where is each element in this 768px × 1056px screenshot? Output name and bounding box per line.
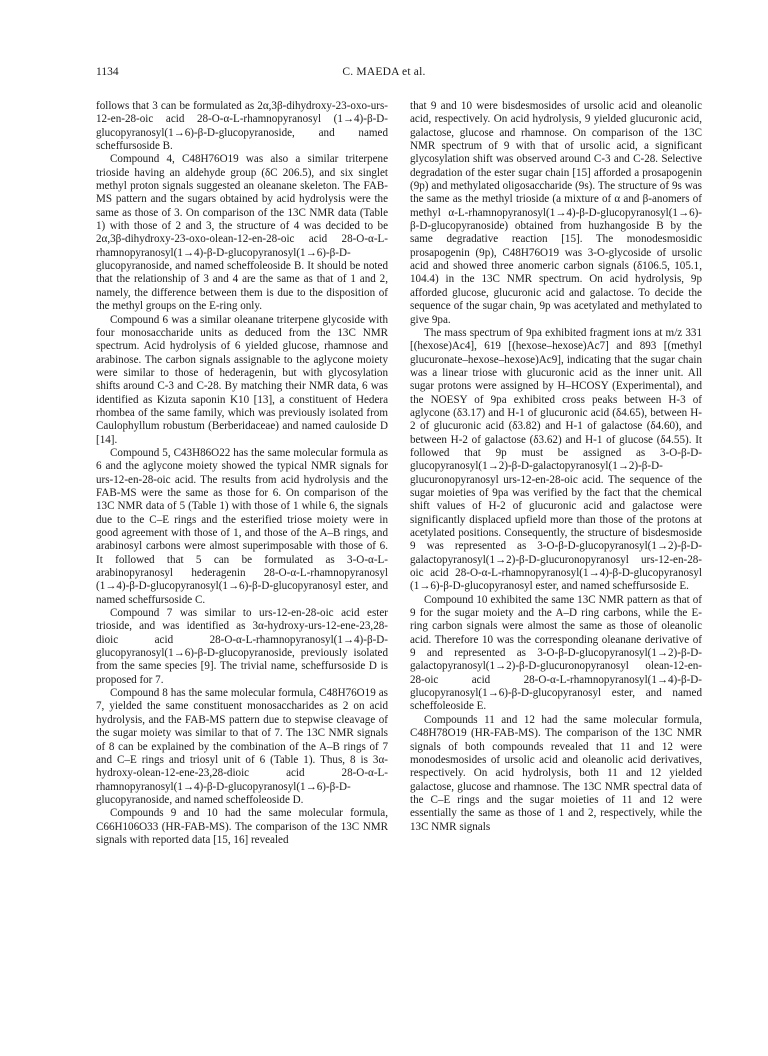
right-column [410,100,702,834]
paragraph: The mass spectrum of 9pa exhibited fragment ions at m/z 331 [(hexose)Ac4], 619 [(hexose–hexose)Ac7] and 893 [(methyl glucuronate–hexose–hexose)Ac9], indicating that the sugar chain was a linear triose with glucuronic acid as the inner unit. All sugar protons were assigned by H–HCOSY (Experimental), and the NOESY of 9pa exhibited cross peaks between H-3 of aglycone (δ3.17) and H-1 of glucuronic acid (δ4.65), between H-2 of glucuronic acid (δ3.82) and H-1 of galactose (δ4.60), and between H-2 of galactose (δ3.62) and H-1 of glucose (δ4.55). It followed that 9p must be assigned as 3-O-β-D-glucopyranosyl(1→2)-β-D-galactopyranosyl(1→2)-β-D-glucuronopyranosyl urs-12-en-28-oic acid. The sequence of the sugar moieties of 9pa was verified by the fact that the chemical shift values of H-2 of glucuronic acid and galactose were significantly displaced upfield more than those of the protons at acetylated positions. Consequently, the structure of bisdesmoside 9 was represented as 3-O-β-D-glucopyranosyl(1→2)-β-D-galactopyranosyl(1→2)-β-D-glucuronopyranosyl urs-12-en-28-oic acid 28-O-α-L-rhamnopyranosyl(1→4)-β-D-glucopyranosyl (1→6)-β-D-glucopyranosyl ester, and named scheffursoside E. [410,326,702,593]
left-column [96,100,388,847]
running-head: C. MAEDA et al. [342,66,426,78]
paragraph: Compound 6 was a similar oleanane triterpene glycoside with four monosaccharide units as deduced from the 13C NMR spectrum. Acid hydrolysis of 6 yielded glucose, rhamnose and arabinose. The carbon signals assignable to the aglycone moiety were similar to those of hederagenin, but with glycosylation shifts around C-3 and C-28. By matching their NMR data, 6 was identified as Kizuta saponin K10 [13], a constituent of Hedera rhombea of the same family, which was previously isolated from Caulophyllum robustum (Berberidaceae) and named cauloside D [14]. [96,313,388,446]
paragraph: Compound 8 has the same molecular formula, C48H76O19 as 7, yielded the same constituent monosaccharides as 2 on acid hydrolysis, and the FAB-MS pattern due to stepwise cleavage of the sugar moiety was similar to that of 7. The 13C NMR signals of 8 can be explained by the combination of the A–B rings of 7 and C–E rings and triosyl unit of 6 (Table 1). Thus, 8 is 3α-hydroxy-olean-12-ene-23,28-dioic acid 28-O-α-L-rhamnopyranosyl(1→4)-β-D-glucopyranosyl(1→6)-β-D-glucopyranoside, and named scheffoleoside D. [96,687,388,806]
paragraph: follows that 3 can be formulated as 2α,3β-dihydroxy-23-oxo-urs-12-en-28-oic acid 28-O-α-L-rhamnopyranosyl (1→4)-β-D-glucopyranosyl(1→6)-β-D-glucopyranoside, and named scheffursoside B. [96,100,388,153]
paragraph: Compounds 9 and 10 had the same molecular formula, C66H106O33 (HR-FAB-MS). The comparison of the 13C NMR signals with reported data [15, 16] revealed [96,807,388,846]
paragraph: that 9 and 10 were bisdesmosides of ursolic acid and oleanolic acid, respectively. On acid hydrolysis, 9 yielded glucuronic acid, galactose, glucose and rhamnose. On comparison of the 13C NMR spectrum of 9 with that of ursolic acid, a significant glycosylation shift was observed around C-3 and C-28. Selective degradation of the ester sugar chain [15] afforded a prosapogenin (9p) and methylated oligosaccharide (9s). The structure of 9s was the same as the methyl trioside (a mixture of α and β-anomers of methyl α-L-rhamnopyranosyl(1→4)-β-D-glucopyranosyl(1→6)-β-D-glucopyranoside) obtained from huzhangoside B by the same degradative reaction [15]. The monodesmosidic prosapogenin (9p), C48H76O19 was 3-O-glycoside of ursolic acid and showed three anomeric carbon signals (δ106.5, 105.1, 104.4) in the 13C NMR spectrum. On acid hydrolysis, 9p afforded glucose, glucuronic acid and galactose. To decide the sequence of the sugar chain, 9p was acetylated and methylated to give 9pa. [410,100,702,326]
paragraph: Compound 4, C48H76O19 was also a similar triterpene trioside having an aldehyde group (δC 206.5), and six singlet methyl proton signals suggested an oleanane skeleton. The FAB-MS pattern and the sugars obtained by acid hydrolysis were the same as those of 3. On comparison of the 13C NMR data (Table 1) with those of 2 and 3, the structure of 4 was decided to be 2α,3β-dihydroxy-23-oxo-olean-12-en-28-oic acid 28-O-α-L-rhamnopyranosyl(1→4)-β-D-glucopyranosyl(1→6)-β-D-glucopyranoside, and named scheffoleoside B. It should be noted that the relationship of 3 and 4 are the same as that of 1 and 2, namely, the difference between them is due to the disposition of the methyl groups on the E-ring only. [96,153,388,313]
paragraph: Compound 5, C43H86O22 has the same molecular formula as 6 and the aglycone moiety showed the typical NMR signals for urs-12-en-28-oic acid. The results from acid hydrolysis and the FAB-MS were the same as those for 6. On comparison of the 13C NMR data of 5 (Table 1) with those of 1 while 6, the signals due to the C–E rings and the esterified triose moiety were in good agreement with those of 1, and those of the A–B rings, and arabinosyl carbons were almost superimposable with those of 6. It followed that 5 can be formulated as 3-O-α-L-arabinopyranosyl hederagenin 28-O-α-L-rhamnopyranosyl (1→4)-β-D-glucopyranosyl(1→6)-β-D-glucopyranosyl ester, and named scheffursoside C. [96,446,388,606]
paragraph: Compounds 11 and 12 had the same molecular formula, C48H78O19 (HR-FAB-MS). The comparison of the 13C NMR signals of both compounds revealed that 11 and 12 were monodesmosides of ursolic acid and oleanolic acid derivatives, respectively. On acid hydrolysis, both 11 and 12 yielded galactose, glucose and rhamnose. The 13C NMR spectral data of the C–E rings and the sugar moieties of 11 and 12 were essentially the same as those of 1 and 2, respectively, while the 13C NMR signals [410,713,702,833]
page-number: 1134 [96,66,119,78]
paragraph: Compound 10 exhibited the same 13C NMR pattern as that of 9 for the sugar moiety and the A–D ring carbons, while the E-ring carbon signals were almost the same as those of oleanolic acid. Therefore 10 was the corresponding oleanane derivative of 9 and represented as 3-O-β-D-glucopyranosyl(1→2)-β-D-galactopyranosyl(1→2)-β-D-glucuronopyranosyl olean-12-en-28-oic acid 28-O-α-L-rhamnopyranosyl(1→4)-β-D-glucopyranosyl(1→6)-β-D-glucopyranosyl ester, and named scheffoleoside E. [410,593,702,713]
paragraph: Compound 7 was similar to urs-12-en-28-oic acid ester trioside, and was identified as 3α-hydroxy-urs-12-ene-23,28-dioic acid 28-O-α-L-rhamnopyranosyl(1→4)-β-D-glucopyranosyl(1→6)-β-D-glucopyranoside, previously isolated from the same species [9]. The trivial name, scheffursoside D is proposed for 7. [96,607,388,686]
